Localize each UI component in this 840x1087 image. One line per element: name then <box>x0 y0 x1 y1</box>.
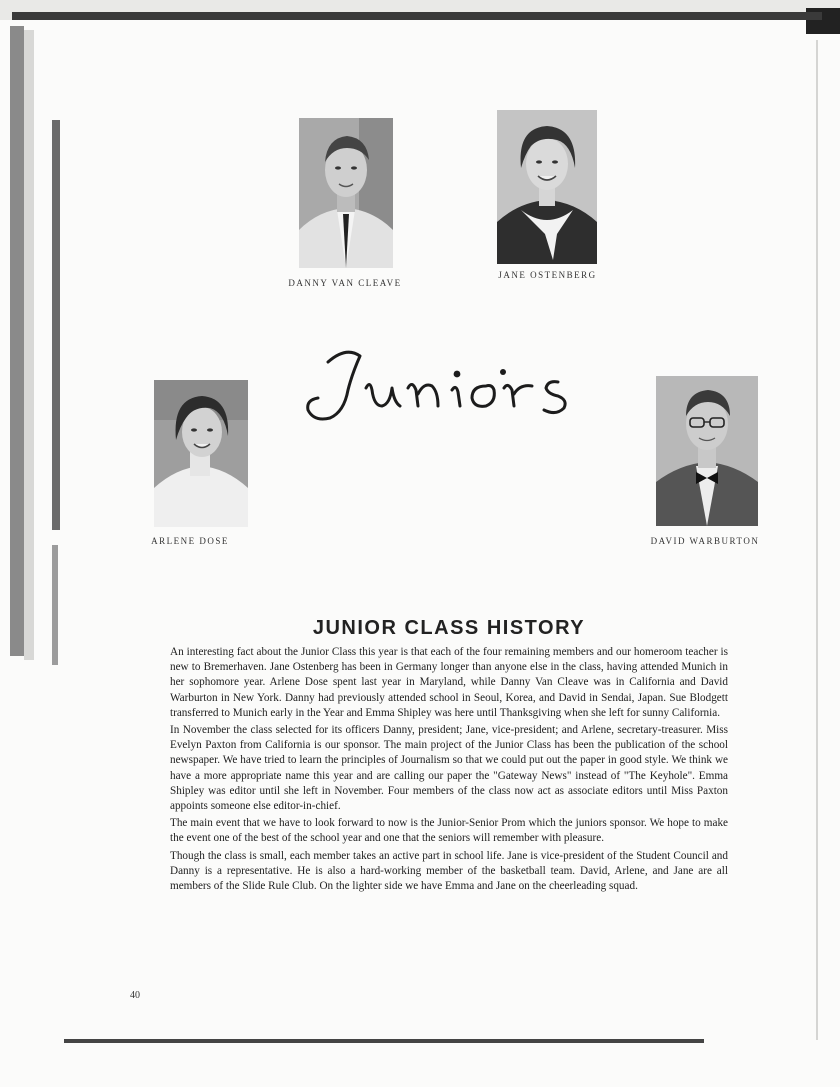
paragraph: An interesting fact about the Junior Class this year is that each of the four remaining members and our homeroom teacher is new to Bremerhaven. Jane Ostenberg has been in Germany longer than anyone else in the class, having attended Munich in her sophomore year. Arlene Dose spent last year in Maryland, while Danny Van Cleave was in California and David Warburton in New York. Danny had previously attended school in Seoul, Korea, and David in Sendai, Japan. Sue Blodgett transferred to Munich early in the Year and Emma Shipley was here until Thanksgiving when she left for sunny California. <box>170 646 728 719</box>
binding-shadow-lower <box>52 545 58 665</box>
paragraph: Though the class is small, each member takes an active part in school life. Jane is vice-president of the Student Council and Danny is a representative. He is also a hard-working member of the basketball team. David, Arlene, and Jane are all members of the Slide Rule Club. On the lighter side we have Emma and Jane on the cheerleading squad. <box>170 849 728 893</box>
caption-danny: DANNY VAN CLEAVE <box>288 278 402 288</box>
page-heading: JUNIOR CLASS HISTORY <box>312 616 586 639</box>
portrait-arlene-dose <box>154 380 248 527</box>
page-right-edge <box>816 40 818 1040</box>
section-title-juniors <box>300 340 600 435</box>
caption-jane: JANE OSTENBERG <box>498 270 597 280</box>
binding-shadow <box>52 120 60 530</box>
paragraph: In November the class selected for its officers Danny, president; Jane, vice-president; and Arlene, secretary-treasurer. Miss Evelyn Paxton from California is our sponsor. The main project of the Junior Class has been the publication of the school newspaper. We have tried to learn the principles of Journalism so that we could put out the paper in good style. We think we have a more appropriate name this year and are calling our paper the "Gateway News" instead of "The Keyhole". Emma Shipley was editor until she left in November. Four members of the class now act as associate editors until Miss Paxton appoints someone else editor-in-chief. <box>170 724 728 813</box>
portrait-david-warburton <box>656 376 758 526</box>
caption-david: DAVID WARBURTON <box>650 536 760 546</box>
book-spine <box>10 26 24 656</box>
article-body <box>170 645 728 896</box>
portrait-jane-ostenberg <box>497 110 597 264</box>
page-bottom-edge <box>64 1039 704 1043</box>
page-top-edge <box>0 0 840 20</box>
caption-arlene: ARLENE DOSE <box>151 536 229 546</box>
page-number: 40 <box>130 990 140 1001</box>
portrait-danny-van-cleave <box>299 118 393 268</box>
paragraph: The main event that we have to look forward to now is the Junior-Senior Prom which the juniors sponsor. We hope to make the event one of the best of the school year and one that the seniors will remember with pleasure. <box>170 817 728 845</box>
book-spine-inner <box>24 30 34 660</box>
